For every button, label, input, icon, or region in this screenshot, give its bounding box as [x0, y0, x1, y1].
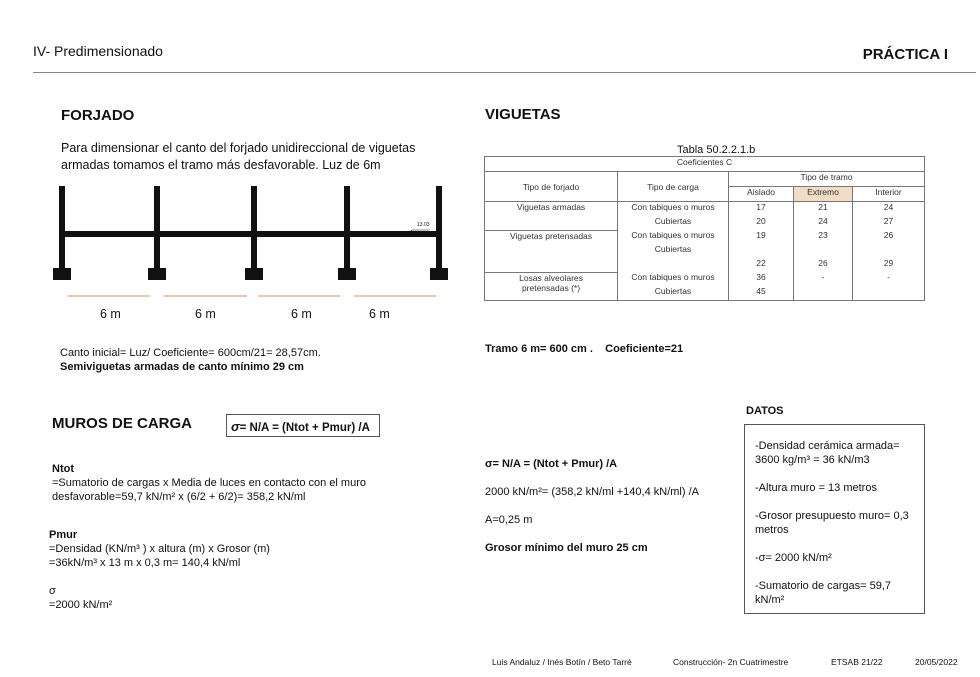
cell-value: 23	[794, 230, 853, 258]
header-divider	[33, 72, 976, 73]
header-practice: PRÁCTICA I	[862, 46, 948, 63]
ntot-title: Ntot	[52, 463, 74, 475]
canto-line2: Semiviguetas armadas de canto mínimo 29 cm	[60, 361, 304, 373]
level-mark-label: 13.03	[417, 222, 430, 228]
cell-value: 17	[729, 202, 794, 217]
slab-beam	[59, 231, 442, 237]
row-viguetas-pretensadas: Viguetas pretensadas	[485, 230, 618, 272]
span-label-4: 6 m	[369, 307, 390, 321]
col-tipo-tramo: Tipo de tramo	[729, 172, 925, 187]
table-title: Tabla 50.2.2.1.b	[677, 144, 756, 156]
span-label-3: 6 m	[291, 307, 312, 321]
cell-value: 27	[853, 216, 925, 230]
col-tipo-forjado: Tipo de forjado	[485, 172, 618, 202]
viguetas-title: VIGUETAS	[485, 106, 561, 123]
ntot-line1: =Sumatorio de cargas x Media de luces en contacto con el muro	[52, 477, 366, 489]
forjado-title: FORJADO	[61, 107, 135, 124]
col-tipo-carga: Tipo de carga	[618, 172, 729, 202]
cell-carga: Con tabiques o muros	[618, 272, 729, 286]
footer-school: ETSAB 21/22	[831, 657, 883, 667]
footer-date: 20/05/2022	[915, 657, 958, 667]
footing-2	[148, 268, 166, 280]
formula-box	[226, 414, 380, 437]
calc-line2: 2000 kN/m²= (358,2 kN/ml +140,4 kN/ml) /A	[485, 486, 699, 498]
col-extremo: Extremo	[794, 187, 853, 202]
cell-value: 26	[853, 230, 925, 258]
cell-value: 24	[853, 202, 925, 217]
calc-line3: A=0,25 m	[485, 514, 533, 526]
footing-1	[53, 268, 71, 280]
cell-value: 24	[794, 216, 853, 230]
forjado-paragraph-line2: armadas tomamos el tramo más desfavorable. Luz de 6m	[61, 158, 381, 172]
canto-line1: Canto inicial= Luz/ Coeficiente= 600cm/21= 28,57cm.	[60, 347, 321, 359]
cell-value: -	[853, 272, 925, 286]
coef-header: Coeficientes C	[485, 157, 925, 172]
datos-densidad-1: -Densidad cerámica armada=	[755, 440, 900, 452]
ntot-line2: desfavorable=59,7 kN/m² x (6/2 + 6/2)= 358,2 kN/ml	[52, 491, 306, 503]
row-viguetas-armadas: Viguetas armadas	[485, 202, 618, 231]
cell-value: 26	[794, 258, 853, 272]
formula-sigma: σ	[231, 419, 240, 434]
cell-value: 29	[853, 258, 925, 272]
datos-grosor-1: -Grosor presupuesto muro= 0,3	[755, 510, 909, 522]
datos-cargas-1: -Sumatorio de cargas= 59,7	[755, 580, 892, 592]
formula-text: = N/A = (Ntot + Pmur) /A	[239, 422, 370, 434]
pmur-line2: =36kN/m³ x 13 m x 0,3 m= 140,4 kN/ml	[49, 557, 241, 569]
sigma-title: σ	[49, 585, 56, 597]
datos-altura: -Altura muro = 13 metros	[755, 482, 877, 494]
cell-value: 21	[794, 202, 853, 217]
header-title: IV- Predimensionado	[33, 43, 163, 59]
cell-carga: Con tabiques o muros	[618, 202, 729, 217]
footing-4	[338, 268, 356, 280]
cell-carga: Cubiertas	[618, 216, 729, 230]
datos-sigma: -σ= 2000 kN/m²	[755, 552, 832, 564]
tramo-text: Tramo 6 m= 600 cm . Coeficiente=21	[485, 343, 684, 355]
pmur-title: Pmur	[49, 529, 78, 541]
datos-densidad-2: 3600 kg/m³ = 36 kN/m3	[755, 454, 870, 466]
cell-value: -	[794, 272, 853, 286]
col-aislado: Aislado	[729, 187, 794, 202]
forjado-paragraph	[61, 140, 451, 174]
forjado-structure-diagram	[50, 186, 450, 321]
datos-box	[744, 424, 925, 614]
calc-line4: Grosor mínimo del muro 25 cm	[485, 542, 648, 554]
cell-carga: Cubiertas	[618, 286, 729, 301]
row-losas-alveolares: Losas alveolares pretensadas (*)	[485, 272, 618, 301]
span-label-2: 6 m	[195, 307, 216, 321]
col-interior: Interior	[853, 187, 925, 202]
footing-5	[430, 268, 448, 280]
cell-carga: Con tabiques o muros	[618, 230, 729, 244]
cell-value: 20	[729, 216, 794, 230]
forjado-paragraph-line1: Para dimensionar el canto del forjado unidireccional de viguetas	[61, 141, 416, 155]
cell-value: 36	[729, 272, 794, 286]
cell-value: 22	[729, 258, 794, 272]
cell-carga: Cubiertas	[618, 244, 729, 258]
datos-cargas-2: kN/m²	[755, 594, 785, 606]
footings	[53, 268, 448, 280]
footer-authors: Luis Andaluz / Inés Botín / Beto Tarré	[492, 657, 632, 667]
pmur-line1: =Densidad (KN/m³ ) x altura (m) x Grosor (m)	[49, 543, 270, 555]
sigma-value: =2000 kN/m²	[49, 599, 113, 611]
muros-title: MUROS DE CARGA	[52, 415, 193, 432]
coefficients-table	[484, 156, 925, 301]
datos-title: DATOS	[746, 405, 784, 417]
cell-value: 19	[729, 230, 794, 258]
footer-course: Construcción- 2n Cuatrimestre	[673, 657, 789, 667]
datos-grosor-2: metros	[755, 524, 789, 536]
span-label-1: 6 m	[100, 307, 121, 321]
cell-value: 45	[729, 286, 794, 301]
footing-3	[245, 268, 263, 280]
calc-line1: σ= N/A = (Ntot + Pmur) /A	[485, 458, 618, 470]
